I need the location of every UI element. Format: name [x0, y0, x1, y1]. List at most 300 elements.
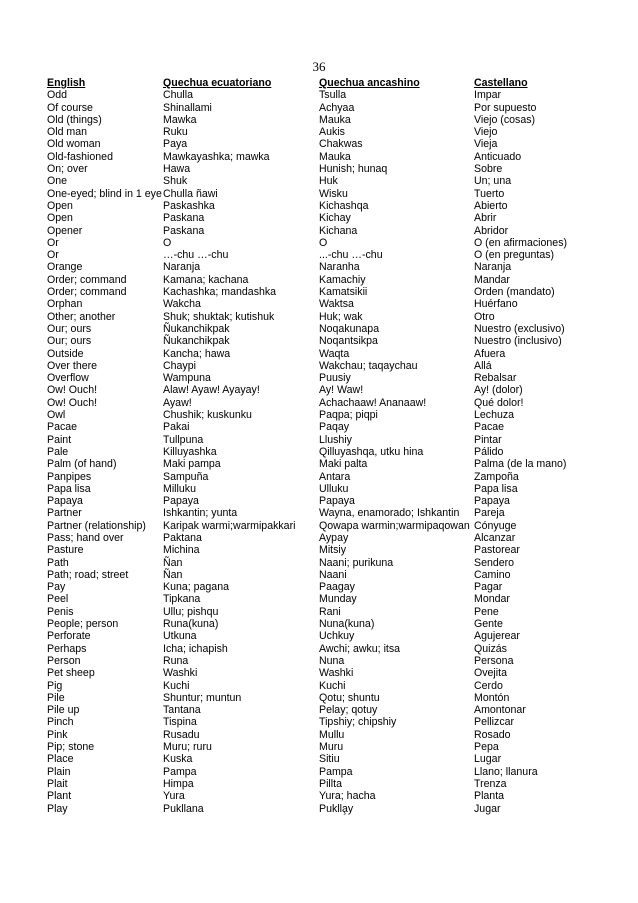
- table-row: [47, 348, 594, 360]
- quechua-ecuatoriano-cell: Paktana: [163, 531, 202, 544]
- table-row: [47, 618, 594, 630]
- castellano-cell: Abierto: [474, 199, 508, 212]
- table-row: [47, 680, 594, 692]
- quechua-ancashino-cell: Munday: [319, 593, 357, 606]
- castellano-cell: Gente: [474, 618, 503, 631]
- castellano-cell: Cerdo: [474, 679, 503, 692]
- table-row: [47, 544, 594, 556]
- english-cell: Old (things): [47, 113, 102, 126]
- castellano-cell: Otro: [474, 310, 495, 323]
- quechua-ecuatoriano-cell: Hawa: [163, 163, 191, 176]
- castellano-cell: Zampoña: [474, 470, 519, 483]
- table-row: [47, 532, 594, 544]
- table-row: [47, 729, 594, 741]
- castellano-cell: Allá: [474, 359, 492, 372]
- quechua-ecuatoriano-cell: Paskana: [163, 212, 205, 225]
- table-row: [47, 655, 594, 667]
- quechua-ecuatoriano-cell: Tantana: [163, 704, 201, 717]
- quechua-ancashino-cell: Washki: [319, 667, 354, 680]
- english-cell: Panpipes: [47, 470, 92, 483]
- castellano-cell: Vieja: [474, 138, 498, 151]
- english-cell: Odd: [47, 89, 68, 102]
- castellano-cell: Abridor: [474, 224, 509, 237]
- quechua-ancashino-cell: Chakwas: [319, 138, 363, 151]
- quechua-ancashino-cell: Maki palta: [319, 458, 368, 471]
- castellano-cell: O (en preguntas): [474, 249, 555, 262]
- english-cell: Pile up: [47, 704, 80, 717]
- quechua-ecuatoriano-cell: Kuna; pagana: [163, 581, 229, 594]
- table-row: [47, 175, 594, 187]
- quechua-ecuatoriano-cell: Killuyashka: [163, 445, 217, 458]
- castellano-cell: Pellizcar: [474, 716, 515, 729]
- castellano-cell: Alcanzar: [474, 531, 516, 544]
- table-row: [47, 495, 594, 507]
- castellano-cell: Naranja: [474, 261, 512, 274]
- quechua-ecuatoriano-cell: Paya: [163, 138, 188, 151]
- table-row: [47, 643, 594, 655]
- castellano-cell: Rosado: [474, 728, 511, 741]
- castellano-cell: Papa lisa: [474, 482, 518, 495]
- quechua-ecuatoriano-cell: O: [163, 236, 172, 249]
- castellano-cell: Viejo (cosas): [474, 113, 536, 126]
- castellano-cell: Lechuza: [474, 409, 515, 422]
- quechua-ecuatoriano-cell: Rusadu: [163, 728, 200, 741]
- quechua-ancashino-cell: Qilluyashqa, utku hina: [319, 445, 424, 458]
- english-cell: Person: [47, 654, 81, 667]
- quechua-ancashino-cell: O: [319, 236, 328, 249]
- english-cell: Paint: [47, 433, 72, 446]
- quechua-ancashino-cell: Papaya: [319, 495, 355, 508]
- quechua-ecuatoriano-cell: Maki pampa: [163, 458, 221, 471]
- castellano-cell: Montón: [474, 691, 510, 704]
- english-cell: Palm (of hand): [47, 458, 117, 471]
- english-cell: Open: [47, 199, 73, 212]
- quechua-ecuatoriano-cell: Ayaw!: [163, 396, 192, 409]
- quechua-ecuatoriano-cell: Chushik; kuskunku: [163, 409, 252, 422]
- quechua-ancashino-cell: Nuna: [319, 654, 345, 667]
- english-cell: Pacae: [47, 421, 78, 434]
- english-cell: Owl: [47, 409, 66, 422]
- column-header-quechua-ancashino: Quechua ancashino: [319, 77, 420, 89]
- castellano-cell: Pareja: [474, 507, 505, 520]
- quechua-ecuatoriano-cell: Pampa: [163, 765, 197, 778]
- castellano-cell: Pepa: [474, 741, 499, 754]
- dictionary-table: [47, 77, 594, 815]
- english-cell: Pile: [47, 691, 65, 704]
- quechua-ecuatoriano-cell: Sampuña: [163, 470, 209, 483]
- quechua-ancashino-cell: Huk; wak: [319, 310, 363, 323]
- quechua-ecuatoriano-cell: Shuntur; muntun: [163, 691, 242, 704]
- quechua-ecuatoriano-cell: Himpa: [163, 777, 194, 790]
- table-row: [47, 409, 594, 421]
- quechua-ecuatoriano-cell: Shuk; shuktak; kutishuk: [163, 310, 275, 323]
- table-row: [47, 778, 594, 790]
- table-row: [47, 507, 594, 519]
- quechua-ancashino-cell: Nuna(kuna): [319, 618, 375, 631]
- castellano-cell: Cónyuge: [474, 519, 517, 532]
- quechua-ancashino-cell: Mauka: [319, 113, 351, 126]
- castellano-cell: Rebalsar: [474, 372, 517, 385]
- castellano-cell: Pene: [474, 605, 499, 618]
- quechua-ancashino-cell: Aypay: [319, 531, 349, 544]
- english-cell: Place: [47, 753, 74, 766]
- english-cell: Papaya: [47, 495, 83, 508]
- quechua-ecuatoriano-cell: Kuchi: [163, 679, 190, 692]
- english-cell: Plain: [47, 765, 71, 778]
- castellano-cell: Qué dolor!: [474, 396, 524, 409]
- quechua-ecuatoriano-cell: Paskashka: [163, 199, 215, 212]
- english-cell: Of course: [47, 101, 93, 114]
- quechua-ancashino-cell: Kichashqa: [319, 199, 369, 212]
- quechua-ecuatoriano-cell: Ñan: [163, 568, 183, 581]
- castellano-cell: Mondar: [474, 593, 510, 606]
- english-cell: Papa lisa: [47, 482, 91, 495]
- quechua-ecuatoriano-cell: Naranja: [163, 261, 201, 274]
- quechua-ancashino-cell: Naranha: [319, 261, 360, 274]
- castellano-cell: Pacae: [474, 421, 505, 434]
- english-cell: Path; road; street: [47, 568, 129, 581]
- castellano-cell: Agujerear: [474, 630, 520, 643]
- english-cell: Pig: [47, 679, 63, 692]
- quechua-ancashino-cell: Ay! Waw!: [319, 384, 364, 397]
- castellano-cell: Impar: [474, 89, 502, 102]
- english-cell: Overflow: [47, 372, 89, 385]
- quechua-ancashino-cell: Muru: [319, 741, 344, 754]
- quechua-ecuatoriano-cell: Pakai: [163, 421, 190, 434]
- table-row: [47, 483, 594, 495]
- quechua-ancashino-cell: Pampa: [319, 765, 353, 778]
- quechua-ecuatoriano-cell: Kachashka; mandashka: [163, 286, 277, 299]
- quechua-ecuatoriano-cell: Utkuna: [163, 630, 197, 643]
- quechua-ecuatoriano-cell: Kuska: [163, 753, 193, 766]
- castellano-cell: Huérfano: [474, 298, 518, 311]
- quechua-ecuatoriano-cell: Karipak warmi;warmipakkari: [163, 519, 296, 532]
- table-row: [47, 212, 594, 224]
- table-row: [47, 163, 594, 175]
- english-cell: Pale: [47, 445, 69, 458]
- castellano-cell: Viejo: [474, 126, 498, 139]
- quechua-ecuatoriano-cell: Kancha; hawa: [163, 347, 231, 360]
- quechua-ancashino-cell: Naani: [319, 568, 347, 581]
- english-cell: Open: [47, 212, 73, 225]
- castellano-cell: Quizás: [474, 642, 507, 655]
- castellano-cell: Pagar: [474, 581, 503, 594]
- castellano-cell: Sobre: [474, 163, 503, 176]
- quechua-ancashino-cell: Rani: [319, 605, 341, 618]
- castellano-cell: Planta: [474, 790, 505, 803]
- english-cell: Old man: [47, 126, 88, 139]
- quechua-ancashino-cell: Wayna, enamorado; Ishkantin: [319, 507, 460, 520]
- quechua-ecuatoriano-cell: Mawkayashka; mawka: [163, 150, 270, 163]
- quechua-ecuatoriano-cell: Shuk: [163, 175, 188, 188]
- quechua-ecuatoriano-cell: Runa: [163, 654, 189, 667]
- quechua-ancashino-cell: Qowapa warmin;warmipaqowan: [319, 519, 470, 532]
- castellano-cell: Ay! (dolor): [474, 384, 523, 397]
- quechua-ecuatoriano-cell: Ñukanchikpak: [163, 335, 230, 348]
- quechua-ecuatoriano-cell: Milluku: [163, 482, 196, 495]
- quechua-ecuatoriano-cell: Paskana: [163, 224, 205, 237]
- english-cell: Path: [47, 556, 69, 569]
- quechua-ecuatoriano-cell: Ullu; pishqu: [163, 605, 219, 618]
- table-row: [47, 569, 594, 581]
- english-cell: Other; another: [47, 310, 116, 323]
- table-row: [47, 581, 594, 593]
- table-row: [47, 323, 594, 335]
- english-cell: Plait: [47, 777, 68, 790]
- table-row: [47, 753, 594, 765]
- english-cell: Pink: [47, 728, 68, 741]
- table-row: [47, 421, 594, 433]
- table-row: [47, 593, 594, 605]
- english-cell: One: [47, 175, 68, 188]
- table-row: [47, 261, 594, 273]
- quechua-ancashino-cell: Paqpa; piqpi: [319, 409, 378, 422]
- table-row: [47, 114, 594, 126]
- quechua-ancashino-cell: Tipshiy; chipshiy: [319, 716, 397, 729]
- quechua-ancashino-cell: Pillta: [319, 777, 342, 790]
- header-row: [47, 77, 594, 89]
- table-row: [47, 225, 594, 237]
- english-cell: Or: [47, 249, 59, 262]
- quechua-ecuatoriano-cell: Runa(kuna): [163, 618, 219, 631]
- quechua-ancashino-cell: Ulluku: [319, 482, 349, 495]
- english-cell: Partner: [47, 507, 82, 520]
- column-header-castellano: Castellano: [474, 77, 528, 89]
- table-row: [47, 704, 594, 716]
- quechua-ancashino-cell: Naani; purikuna: [319, 556, 394, 569]
- castellano-cell: Lugar: [474, 753, 502, 766]
- castellano-cell: Abrir: [474, 212, 497, 225]
- english-cell: Order; command: [47, 286, 127, 299]
- quechua-ancashino-cell: Kichana: [319, 224, 358, 237]
- column-header-quechua-ecuatoriano: Quechua ecuatoriano: [163, 77, 272, 89]
- quechua-ancashino-cell: Puusiy: [319, 372, 351, 385]
- table-row: [47, 397, 594, 409]
- quechua-ancashino-cell: Yura; hacha: [319, 790, 376, 803]
- column-header-english: English: [47, 77, 86, 89]
- castellano-cell: Papaya: [474, 495, 510, 508]
- quechua-ancashino-cell: Paagay: [319, 581, 355, 594]
- table-row: [47, 630, 594, 642]
- quechua-ancashino-cell: Kuchi: [319, 679, 346, 692]
- table-row: [47, 311, 594, 323]
- quechua-ecuatoriano-cell: …-chu …-chu: [163, 249, 229, 262]
- quechua-ecuatoriano-cell: Shinallami: [163, 101, 212, 114]
- english-cell: Perforate: [47, 630, 91, 643]
- quechua-ancashino-cell: Uchkuy: [319, 630, 355, 643]
- quechua-ecuatoriano-cell: Mawka: [163, 113, 197, 126]
- castellano-cell: Ovejita: [474, 667, 507, 680]
- quechua-ecuatoriano-cell: Michina: [163, 544, 200, 557]
- table-row: [47, 102, 594, 114]
- table-row: [47, 471, 594, 483]
- english-cell: Old woman: [47, 138, 101, 151]
- english-cell: On; over: [47, 163, 88, 176]
- table-row: [47, 89, 594, 101]
- table-row: [47, 372, 594, 384]
- quechua-ecuatoriano-cell: Wakcha: [163, 298, 201, 311]
- quechua-ecuatoriano-cell: Ruku: [163, 126, 188, 139]
- table-row: [47, 249, 594, 261]
- quechua-ancashino-cell: Wakchau; taqaychau: [319, 359, 418, 372]
- english-cell: Order; command: [47, 273, 127, 286]
- table-row: [47, 237, 594, 249]
- table-row: [47, 667, 594, 679]
- english-cell: Partner (relationship): [47, 519, 146, 532]
- table-row: [47, 803, 594, 815]
- table-row: [47, 741, 594, 753]
- english-cell: Pip; stone: [47, 741, 95, 754]
- quechua-ecuatoriano-cell: Tullpuna: [163, 433, 204, 446]
- quechua-ancashino-cell: Aukis: [319, 126, 345, 139]
- quechua-ancashino-cell: ...-chu …-chu: [319, 249, 383, 262]
- quechua-ecuatoriano-cell: Pukllana: [163, 802, 204, 815]
- table-row: [47, 335, 594, 347]
- castellano-cell: Un; una: [474, 175, 512, 188]
- table-row: [47, 520, 594, 532]
- quechua-ecuatoriano-cell: Tispina: [163, 716, 197, 729]
- quechua-ecuatoriano-cell: Yura: [163, 790, 185, 803]
- english-cell: Ow! Ouch!: [47, 396, 98, 409]
- quechua-ecuatoriano-cell: Chulla ñawi: [163, 187, 218, 200]
- quechua-ancashino-cell: Puklla̧y: [319, 802, 354, 815]
- table-row: [47, 200, 594, 212]
- quechua-ancashino-cell: Huk: [319, 175, 338, 188]
- quechua-ecuatoriano-cell: Muru; ruru: [163, 741, 212, 754]
- table-row: [47, 434, 594, 446]
- table-row: [47, 151, 594, 163]
- castellano-cell: Pálido: [474, 445, 504, 458]
- dictionary-body: [47, 89, 594, 815]
- quechua-ecuatoriano-cell: Kamana; kachana: [163, 273, 249, 286]
- english-cell: Ow! Ouch!: [47, 384, 98, 397]
- quechua-ancashino-cell: Kamachiy: [319, 273, 366, 286]
- english-cell: Peel: [47, 593, 69, 606]
- table-row: [47, 298, 594, 310]
- castellano-cell: Camino: [474, 568, 511, 581]
- table-row: [47, 384, 594, 396]
- quechua-ecuatoriano-cell: Icha; ichapish: [163, 642, 228, 655]
- castellano-cell: Llano; llanura: [474, 765, 538, 778]
- table-row: [47, 766, 594, 778]
- english-cell: Over there: [47, 359, 98, 372]
- table-row: [47, 188, 594, 200]
- english-cell: Pinch: [47, 716, 74, 729]
- quechua-ancashino-cell: Noqakunapa: [319, 322, 380, 335]
- quechua-ecuatoriano-cell: Chaypi: [163, 359, 196, 372]
- quechua-ancashino-cell: Antara: [319, 470, 351, 483]
- quechua-ecuatoriano-cell: Ñan: [163, 556, 183, 569]
- quechua-ancashino-cell: Llushiy: [319, 433, 352, 446]
- quechua-ecuatoriano-cell: Chulla: [163, 89, 194, 102]
- english-cell: One-eyed; blind in 1 eye: [47, 187, 162, 200]
- castellano-cell: Tuerto: [474, 187, 505, 200]
- english-cell: Perhaps: [47, 642, 87, 655]
- castellano-cell: Nuestro (exclusivo): [474, 322, 565, 335]
- quechua-ancashino-cell: Tsulla: [319, 89, 347, 102]
- table-row: [47, 716, 594, 728]
- table-row: [47, 126, 594, 138]
- table-row: [47, 274, 594, 286]
- castellano-cell: Palma (de la mano): [474, 458, 567, 471]
- castellano-cell: Jugar: [474, 802, 501, 815]
- quechua-ecuatoriano-cell: Alaw! Ayaw! Ayayay!: [163, 384, 260, 397]
- table-row: [47, 286, 594, 298]
- quechua-ancashino-cell: Awchi; awku; itsa: [319, 642, 401, 655]
- quechua-ecuatoriano-cell: Tipkana: [163, 593, 201, 606]
- quechua-ecuatoriano-cell: Ñukanchikpak: [163, 322, 230, 335]
- quechua-ancashino-cell: Achachaaw! Ananaaw!: [319, 396, 427, 409]
- english-cell: Plant: [47, 790, 72, 803]
- english-cell: Pasture: [47, 544, 84, 557]
- quechua-ancashino-cell: Noqantsikpa: [319, 335, 378, 348]
- english-cell: Opener: [47, 224, 83, 237]
- english-cell: People; person: [47, 618, 119, 631]
- english-cell: Pass; hand over: [47, 531, 124, 544]
- english-cell: Penis: [47, 605, 74, 618]
- english-cell: Our; ours: [47, 335, 92, 348]
- table-row: [47, 360, 594, 372]
- quechua-ecuatoriano-cell: Wampuna: [163, 372, 211, 385]
- quechua-ancashino-cell: Sitiu: [319, 753, 340, 766]
- english-cell: Old-fashioned: [47, 150, 113, 163]
- quechua-ecuatoriano-cell: Washki: [163, 667, 198, 680]
- english-cell: Our; ours: [47, 322, 92, 335]
- quechua-ancashino-cell: Mitsiy: [319, 544, 347, 557]
- table-row: [47, 138, 594, 150]
- quechua-ecuatoriano-cell: Papaya: [163, 495, 199, 508]
- quechua-ancashino-cell: Waqta: [319, 347, 350, 360]
- english-cell: Play: [47, 802, 68, 815]
- quechua-ancashino-cell: Waktsa: [319, 298, 354, 311]
- castellano-cell: Sendero: [474, 556, 515, 569]
- table-row: [47, 458, 594, 470]
- english-cell: Orphan: [47, 298, 83, 311]
- table-row: [47, 557, 594, 569]
- quechua-ancashino-cell: Mauka: [319, 150, 351, 163]
- quechua-ancashino-cell: Achyaa: [319, 101, 355, 114]
- castellano-cell: Anticuado: [474, 150, 522, 163]
- castellano-cell: Pintar: [474, 433, 502, 446]
- quechua-ancashino-cell: Kamatsikii: [319, 286, 368, 299]
- quechua-ancashino-cell: Mullu: [319, 728, 345, 741]
- castellano-cell: Amontonar: [474, 704, 526, 717]
- table-row: [47, 692, 594, 704]
- english-cell: Outside: [47, 347, 84, 360]
- table-row: [47, 446, 594, 458]
- castellano-cell: Persona: [474, 654, 514, 667]
- castellano-cell: Mandar: [474, 273, 510, 286]
- table-row: [47, 790, 594, 802]
- quechua-ecuatoriano-cell: Ishkantin; yunta: [163, 507, 238, 520]
- quechua-ancashino-cell: Qotu; shuntu: [319, 691, 380, 704]
- castellano-cell: Afuera: [474, 347, 506, 360]
- castellano-cell: Orden (mandato): [474, 286, 555, 299]
- quechua-ancashino-cell: Kichay: [319, 212, 351, 225]
- quechua-ancashino-cell: Pelay; qotuy: [319, 704, 378, 717]
- quechua-ancashino-cell: Wisku: [319, 187, 348, 200]
- english-cell: Or: [47, 236, 59, 249]
- page-number: 36: [312, 59, 326, 74]
- english-cell: Pay: [47, 581, 66, 594]
- table-row: [47, 606, 594, 618]
- castellano-cell: Nuestro (inclusivo): [474, 335, 562, 348]
- castellano-cell: Por supuesto: [474, 101, 537, 114]
- castellano-cell: Trenza: [474, 777, 507, 790]
- castellano-cell: O (en afirmaciones): [474, 236, 568, 249]
- english-cell: Pet sheep: [47, 667, 95, 680]
- english-cell: Orange: [47, 261, 83, 274]
